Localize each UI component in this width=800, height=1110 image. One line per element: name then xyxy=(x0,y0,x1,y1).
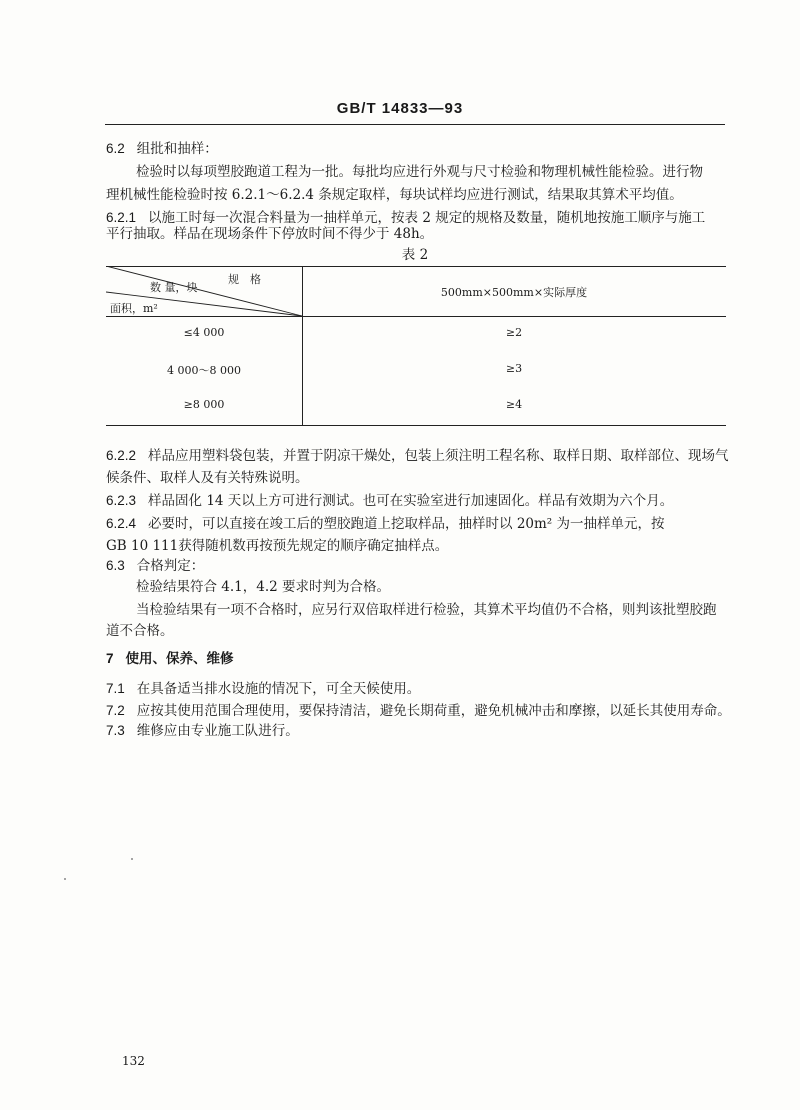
scan-speck xyxy=(64,878,66,880)
section-text: 合格判定： xyxy=(136,558,205,574)
paragraph-line: 理机械性能检验时按 6.2.1～6.2.4 条规定取样，每块试样均应进行测试，结果取其算术平均值。 xyxy=(106,187,683,203)
table-head-area: 面积，m² xyxy=(110,302,158,315)
section-text: 样品固化 14 天以上方可进行测试。也可在实验室进行加速固化。样品有效期为六个月。 xyxy=(148,493,674,509)
table-cell-qty: ≥2 xyxy=(505,326,523,339)
table-head-spec: 规 格 xyxy=(228,273,261,286)
table-2 xyxy=(106,266,726,426)
section-number: 7.2 xyxy=(106,703,125,718)
section-number: 7.3 xyxy=(106,723,125,738)
paragraph-line: GB 10 111获得随机数再按预先规定的顺序确定抽样点。 xyxy=(106,538,449,554)
header-rule xyxy=(105,124,725,125)
section-number: 6.2.2 xyxy=(106,448,137,463)
section-7-heading xyxy=(106,650,234,668)
section-6-2-2 xyxy=(106,447,729,465)
table-caption: 表 2 xyxy=(401,247,429,263)
paragraph-line: 道不合格。 xyxy=(106,623,174,639)
page-header: GB/T 14833—93 xyxy=(336,100,464,117)
section-6-2-3 xyxy=(106,492,673,510)
table-cell-area: ≥8 000 xyxy=(183,398,225,411)
section-7-2 xyxy=(106,702,731,720)
section-number: 6.2 xyxy=(106,141,125,156)
section-7-3 xyxy=(106,722,299,740)
section-text: 维修应由专业施工队进行。 xyxy=(136,723,299,739)
table-cell-area: ≤4 000 xyxy=(183,326,225,339)
section-7-1 xyxy=(106,680,420,698)
section-text: 必要时，可以直接在竣工后的塑胶跑道上挖取样品，抽样时以 20m² 为一抽样单元，按 xyxy=(148,516,665,532)
section-number: 6.2.4 xyxy=(106,516,137,531)
section-number: 7.1 xyxy=(106,681,125,696)
paragraph-line: 候条件、取样人及有关特殊说明。 xyxy=(106,470,309,486)
table-cell-area: 4 000～8 000 xyxy=(167,364,241,377)
table-cell-qty: ≥4 xyxy=(505,398,523,411)
section-title: 使用、保养、维修 xyxy=(125,651,234,667)
section-6-2 xyxy=(106,140,218,158)
table-cell-qty: ≥3 xyxy=(505,362,523,375)
section-text: 样品应用塑料袋包装，并置于阴凉干燥处，包装上须注明工程名称、取样日期、取样部位、现场气 xyxy=(148,448,729,464)
paragraph-line: 检验结果符合 4.1，4.2 要求时判为合格。 xyxy=(136,579,391,595)
section-number: 7 xyxy=(106,651,114,666)
section-6-3 xyxy=(106,557,204,575)
section-number: 6.2.1 xyxy=(106,210,137,225)
table-head-qty: 数 量，块 xyxy=(150,281,198,294)
section-6-2-4 xyxy=(106,515,665,533)
section-number: 6.2.3 xyxy=(106,493,137,508)
section-text: 组批和抽样： xyxy=(136,141,218,157)
section-text: 以施工时每一次混合料量为一抽样单元，按表 2 规定的规格及数量，随机地按施工顺序与施工 xyxy=(148,210,706,226)
table-head-right: 500mm×500mm×实际厚度 xyxy=(440,286,588,299)
section-text: 应按其使用范围合理使用，要保持清洁，避免长期荷重，避免机械冲击和摩擦，以延长其使用寿命。 xyxy=(136,703,731,719)
section-text: 在具备适当排水设施的情况下，可全天候使用。 xyxy=(136,681,421,697)
page-number: 132 xyxy=(122,1054,145,1068)
paragraph-line: 检验时以每项塑胶跑道工程为一批。每批均应进行外观与尺寸检验和物理机械性能检验。进行物 xyxy=(136,164,703,180)
paragraph-line: 当检验结果有一项不合格时，应另行双倍取样进行检验，其算术平均值仍不合格，则判该批塑胶跑 xyxy=(136,602,717,618)
section-number: 6.3 xyxy=(106,558,125,573)
scan-speck xyxy=(131,858,133,860)
paragraph-line: 平行抽取。样品在现场条件下停放时间不得少于 48h。 xyxy=(106,226,434,242)
